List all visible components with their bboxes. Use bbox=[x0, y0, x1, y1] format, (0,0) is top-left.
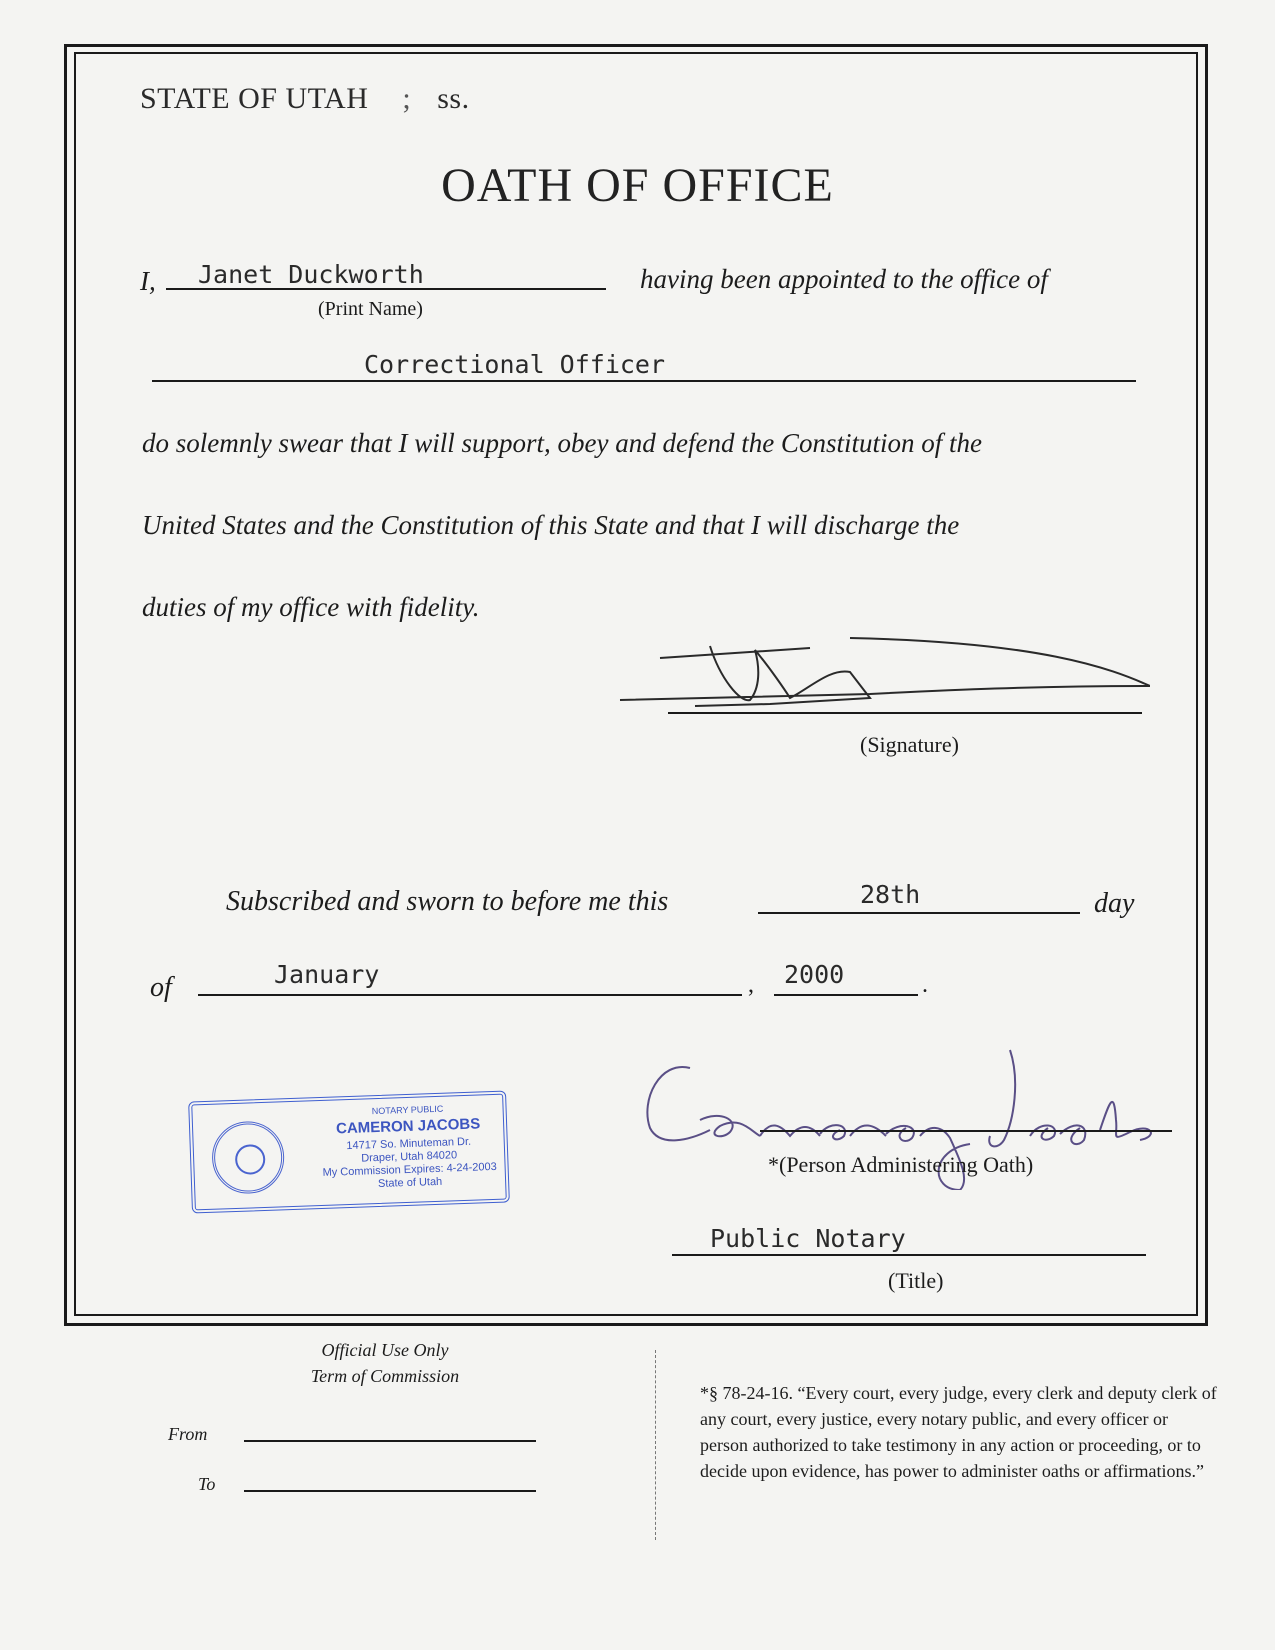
from-label: From bbox=[168, 1424, 208, 1444]
term-heading: Term of Commission bbox=[310, 1366, 460, 1386]
pronoun-i: I, bbox=[140, 266, 156, 296]
year-value: 2000 bbox=[784, 960, 845, 989]
office-field[interactable] bbox=[152, 348, 1136, 382]
day-word: day bbox=[1094, 888, 1135, 919]
stamp-line-5: My Commission Expires: 4-24-2003 bbox=[322, 1160, 497, 1179]
from-field[interactable] bbox=[244, 1440, 536, 1442]
name-value: Janet Duckworth bbox=[198, 260, 424, 289]
state-seal-icon bbox=[211, 1120, 285, 1194]
ss-label: ss. bbox=[437, 82, 470, 115]
statute-footnote: *§ 78-24-16. “Every court, every judge, every clerk and deputy clerk of any court, every justice, every notary public, and every officer or person authorized to take testimony in any action or proceeding, or to decide upon evidence, has power to administer oaths or affirmations.” bbox=[700, 1383, 1217, 1481]
stamp-line-6: State of Utah bbox=[377, 1175, 443, 1191]
notary-stamp bbox=[188, 1090, 510, 1213]
oath-text-line-1: do solemnly swear that I will support, obey and defend the Constitution of the bbox=[142, 428, 982, 458]
stamp-line-4: Draper, Utah 84020 bbox=[361, 1149, 458, 1165]
office-value: Correctional Officer bbox=[364, 350, 666, 379]
administrator-signature-line[interactable] bbox=[760, 1130, 1172, 1132]
stamp-line-2: CAMERON JACOBS bbox=[335, 1115, 481, 1138]
of-word: of bbox=[150, 972, 172, 1003]
signature-line[interactable] bbox=[668, 712, 1142, 714]
day-value: 28th bbox=[860, 880, 921, 909]
oath-text-line-3: duties of my office with fidelity. bbox=[142, 592, 480, 622]
oath-text-line-2: United States and the Constitution of this State and that I will discharge the bbox=[142, 510, 960, 540]
administrator-label: *(Person Administering Oath) bbox=[768, 1152, 1034, 1177]
year-field[interactable] bbox=[774, 960, 918, 996]
date-period: . bbox=[922, 972, 928, 998]
subscribed-text: Subscribed and sworn to before me this bbox=[226, 886, 669, 917]
day-field[interactable] bbox=[758, 880, 1080, 914]
month-field[interactable] bbox=[198, 960, 742, 996]
to-field[interactable] bbox=[244, 1490, 536, 1492]
signature-label: (Signature) bbox=[860, 732, 959, 757]
stamp-line-1: NOTARY PUBLIC bbox=[371, 1103, 444, 1117]
appointed-text: having been appointed to the office of bbox=[640, 264, 1048, 294]
stamp-line-3: 14717 So. Minuteman Dr. bbox=[346, 1135, 472, 1153]
official-use-heading: Official Use Only bbox=[321, 1340, 449, 1360]
state-label: STATE OF UTAH bbox=[140, 82, 369, 115]
title-value: Public Notary bbox=[710, 1224, 906, 1253]
date-comma: , bbox=[748, 972, 754, 998]
state-brace: ; bbox=[402, 82, 412, 115]
state-heading bbox=[140, 82, 470, 116]
to-label: To bbox=[198, 1474, 216, 1494]
month-value: January bbox=[274, 960, 380, 989]
print-name-label: (Print Name) bbox=[318, 298, 423, 320]
name-field[interactable] bbox=[166, 256, 606, 290]
title-field[interactable] bbox=[672, 1220, 1146, 1256]
column-divider bbox=[655, 1350, 656, 1540]
title-label: (Title) bbox=[888, 1268, 944, 1293]
document-title: OATH OF OFFICE bbox=[441, 159, 834, 212]
